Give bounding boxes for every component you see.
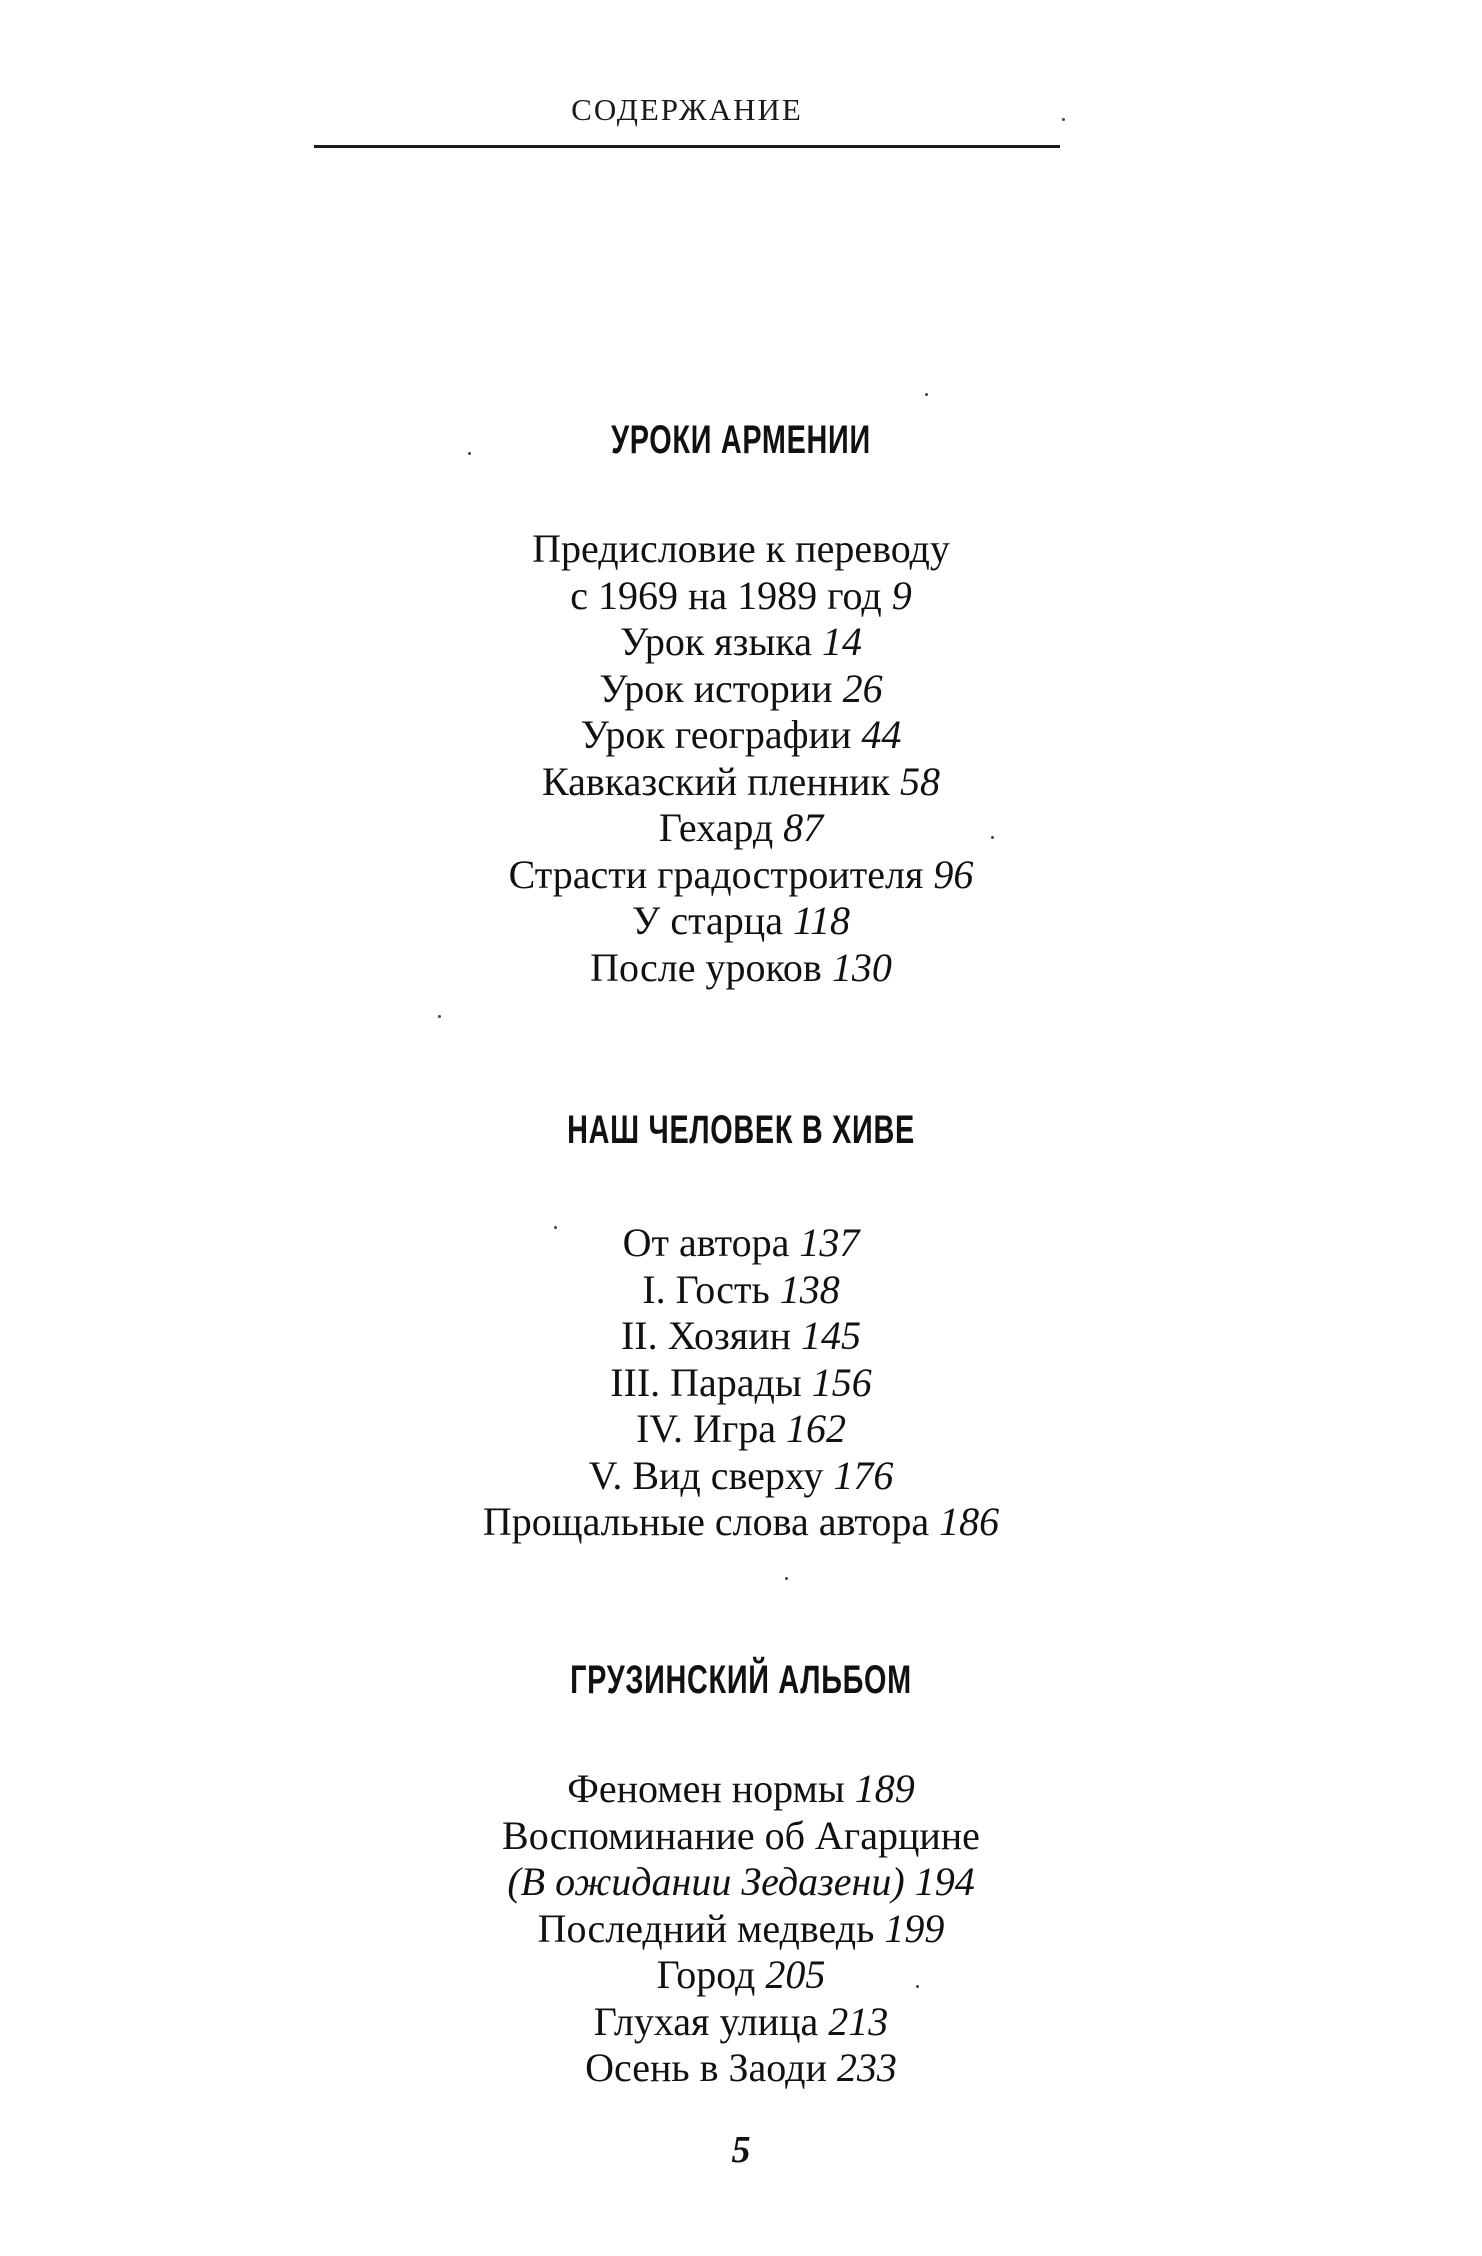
toc-list (0, 1220, 1482, 1546)
toc-list (0, 1766, 1482, 2092)
toc-entry[interactable] (0, 1813, 1482, 1860)
scan-speck (916, 1985, 919, 1988)
entry-page-number: 194 (914, 1859, 975, 1904)
section-gruzinskiy-albom (0, 1656, 1482, 2092)
entry-page-number: 205 (765, 1952, 826, 1997)
toc-entry[interactable] (0, 1499, 1482, 1546)
section-title: УРОКИ АРМЕНИИ (611, 418, 871, 462)
entry-page-number: 186 (939, 1499, 1000, 1544)
entry-subtitle: (В ожидании Зедазени) (507, 1859, 905, 1904)
toc-list (0, 526, 1482, 991)
entry-page-number: 14 (821, 619, 862, 664)
toc-entry[interactable] (0, 1406, 1482, 1453)
toc-entry[interactable] (0, 852, 1482, 899)
entry-page-number: 26 (842, 665, 883, 711)
toc-entry[interactable] (0, 526, 1482, 573)
entry-title: II. Хозяин (620, 1313, 792, 1358)
toc-entry[interactable] (0, 898, 1482, 945)
toc-entry[interactable] (0, 1766, 1482, 1813)
scan-speck (785, 1577, 788, 1580)
toc-entry[interactable] (0, 759, 1482, 806)
entry-title: Предисловие к переводу (532, 526, 950, 571)
entry-title: Страсти градостроителя (508, 851, 924, 897)
entry-page-number: 233 (836, 2045, 897, 2090)
entry-page-number: 118 (792, 898, 850, 943)
toc-entry[interactable] (0, 1906, 1482, 1953)
entry-page-number: 137 (799, 1220, 860, 1265)
entry-title: Кавказский пленник (542, 758, 890, 804)
entry-page-number: 138 (779, 1266, 840, 1312)
entry-title: Осень в Заоди (585, 2045, 827, 2090)
entry-title: IV. Игра (635, 1406, 777, 1451)
entry-title: Город (656, 1952, 756, 1997)
toc-entry[interactable] (0, 573, 1482, 620)
scan-speck (925, 393, 928, 396)
entry-title: III. Парады (610, 1359, 802, 1405)
entry-title: Урок языка (620, 619, 812, 664)
entry-title: с 1969 на 1989 год (570, 572, 882, 618)
section-title: ГРУЗИНСКИЙ АЛЬБОМ (570, 1658, 912, 1702)
entry-title: Урок истории (599, 665, 833, 711)
toc-entry[interactable] (0, 1360, 1482, 1407)
running-head: СОДЕРЖАНИЕ (571, 92, 803, 127)
toc-entry[interactable] (0, 1220, 1482, 1267)
entry-page-number: 162 (786, 1406, 847, 1451)
entry-title: После уроков (590, 944, 822, 990)
entry-page-number: 44 (861, 712, 902, 757)
header-rule (314, 145, 1060, 148)
entry-page-number: 199 (884, 1905, 945, 1951)
entry-page-number: 156 (811, 1359, 872, 1405)
section-nash-chelovek-v-khive (0, 1106, 1482, 1546)
page-number: 5 (731, 2129, 751, 2171)
entry-title: Гехард (658, 805, 774, 850)
entry-page-number: 130 (831, 944, 892, 990)
entry-title: V. Вид сверху (588, 1452, 824, 1498)
toc-entry[interactable] (0, 666, 1482, 713)
entry-title: I. Гость (642, 1266, 770, 1312)
entry-title: Последний медведь (537, 1905, 875, 1951)
toc-entry[interactable] (0, 2045, 1482, 2092)
entry-title: Урок географии (580, 712, 852, 757)
toc-entry[interactable] (0, 1267, 1482, 1314)
entry-page-number: 176 (833, 1452, 894, 1498)
entry-title: Глухая улица (593, 1998, 819, 2044)
entry-page-number: 9 (891, 572, 912, 618)
scan-speck (1062, 118, 1065, 121)
toc-entry[interactable] (0, 1859, 1482, 1906)
scan-speck (438, 1015, 441, 1018)
entry-page-number: 145 (801, 1313, 862, 1358)
toc-entry[interactable] (0, 619, 1482, 666)
scan-speck (991, 836, 994, 839)
entry-page-number: 213 (828, 1998, 889, 2044)
toc-entry[interactable] (0, 1313, 1482, 1360)
entry-title: Феномен нормы (567, 1766, 845, 1811)
toc-entry[interactable] (0, 712, 1482, 759)
toc-entry[interactable] (0, 1952, 1482, 1999)
section-uroki-armenii (0, 416, 1482, 991)
entry-title: У старца (632, 898, 783, 943)
entry-title: От автора (622, 1220, 790, 1265)
scan-speck (468, 452, 471, 455)
toc-entry[interactable] (0, 945, 1482, 992)
toc-entry[interactable] (0, 1999, 1482, 2046)
entry-page-number: 87 (783, 805, 824, 850)
entry-page-number: 96 (933, 851, 974, 897)
toc-entry[interactable] (0, 805, 1482, 852)
toc-entry[interactable] (0, 1453, 1482, 1500)
entry-page-number: 189 (854, 1766, 915, 1811)
entry-title: Прощальные слова автора (482, 1499, 930, 1544)
entry-title: Воспоминание об Агарцине (502, 1812, 980, 1858)
entry-page-number: 58 (899, 758, 940, 804)
section-title: НАШ ЧЕЛОВЕК В ХИВЕ (567, 1108, 915, 1152)
scan-speck (554, 1226, 557, 1229)
